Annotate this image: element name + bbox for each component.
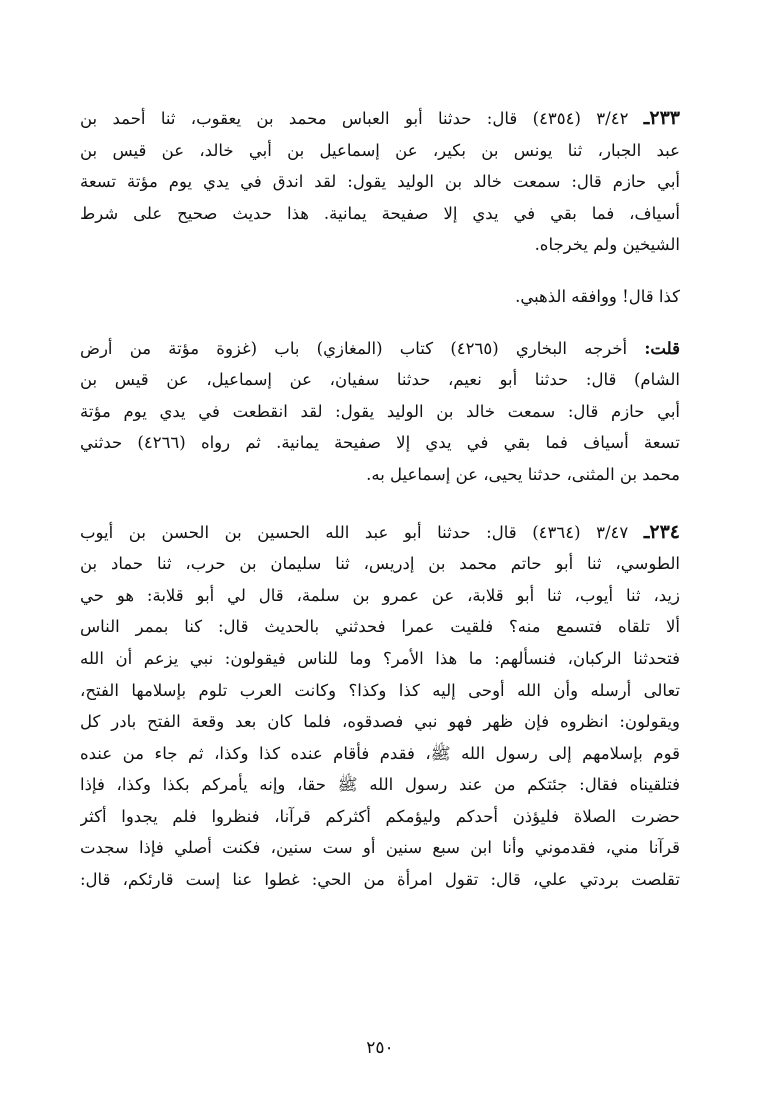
entry-234-line-5: فتحدثنا الركبان، فنسألهم: ما هذا الأمر؟ وما للناس فيقولون: نبي يزعم أن الله [80,648,680,668]
entry-234-line-7: ويقولون: انظروه فإن ظهر فهو نبي فصدقوه، فلما كان بعد وقعة الفتح بادر كل [80,712,680,732]
entry-233 [80,103,680,261]
qultu-line-3: أبي حازم قال: سمعت خالد بن الوليد يقول: لقد انقطعت في يدي يوم مؤتة [80,401,680,421]
qultu-label: قلت: [644,338,680,358]
page-body [80,103,680,896]
entry-234-line-1: ٢٣٤ـ ٣/٤٧ (٤٣٦٤) قال: حدثنا أبو عبد الله الحسين بن الحسن بن أيوب [80,520,680,543]
entry-233-line-3: أبي حازم قال: سمعت خالد بن الوليد يقول: لقد اندق في يدي يوم مؤتة تسعة [80,172,680,192]
entry-234-line-9: فتلقيناه فقال: جئتكم من عند رسول الله ﷺ حقا، وإنه يأمركم بكذا وكذا، فإذا [80,775,680,795]
entry-234-line-8: قوم بإسلامهم إلى رسول الله ﷺ، فقدم فأقام عنده كذا وكذا، ثم جاء من عنده [80,743,680,763]
entry-234-line-2: الطوسي، ثنا أبو حاتم محمد بن إدريس، ثنا سليمان بن حرب، ثنا حماد بن [80,554,680,574]
entry-234-line-11: قرآنا مني، فقدموني وأنا ابن سبع سنين أو ست سنين، فكنت أصلي فإذا سجدت [80,838,680,858]
entry-233-line-4: أسياف، فما بقي في يدي إلا صفيحة يمانية. هذا حديث صحيح على شرط [80,203,680,223]
entry-233-line-1: ٢٣٣ـ ٣/٤٢ (٤٣٥٤) قال: حدثنا أبو العباس محمد بن يعقوب، ثنا أحمد بن [80,107,680,129]
entry-234-line-12: تقلصت بردتي علي، قال: تقول امرأة من الحي: غطوا عنا إست قارئكم، قال: [80,870,680,890]
qultu-commentary [80,333,680,491]
entry-234-line-6: تعالى أرسله وأن الله أوحى إليه كذا وكذا؟ وكانت العرب تلوم بإسلامها الفتح، [80,680,680,700]
dhahabi-note [80,281,680,313]
qultu-line-2: الشام) قال: حدثنا أبو نعيم، حدثنا سفيان، عن إسماعيل، عن قيس بن [80,370,680,390]
qultu-line-4: تسعة أسياف فما بقي في يدي إلا صفيحة يمانية. ثم رواه (٤٢٦٦) حدثني [80,433,680,453]
entry-234-line-3: زيد، ثنا أيوب، ثنا أبو قلابة، عن عمرو بن سلمة، قال لي أبو قلابة: هو حي [80,585,680,605]
qultu-line-1: قلت: أخرجه البخاري (٤٢٦٥) كتاب (المغازي) باب (غزوة مؤتة من أرض [80,338,680,358]
entry-233-line-2: عبد الجبار، ثنا يونس بن بكير، عن إسماعيل بن أبي خالد، عن قيس بن [80,140,680,160]
page-number: ٢٥٠ [366,1038,394,1058]
entry-234-line-4: ألا تلقاه فتسمع منه؟ فلقيت عمرا فحدثني بالحديث قال: كنا بممر الناس [80,617,680,637]
qultu-line-5: محمد بن المثنى، حدثنا يحيى، عن إسماعيل به. [366,464,680,484]
entry-234-number: ٢٣٤ـ [643,520,680,543]
entry-233-line-5: الشيخين ولم يخرجاه. [534,235,680,255]
entry-233-number: ٢٣٣ـ [643,107,680,129]
dhahabi-note-line: كذا قال! ووافقه الذهبي. [515,286,680,306]
entry-234 [80,517,680,896]
entry-234-line-10: حضرت الصلاة فليؤذن أحدكم وليؤمكم أكثركم قرآنا، فنظروا فلم يجدوا أكثر [80,806,680,826]
